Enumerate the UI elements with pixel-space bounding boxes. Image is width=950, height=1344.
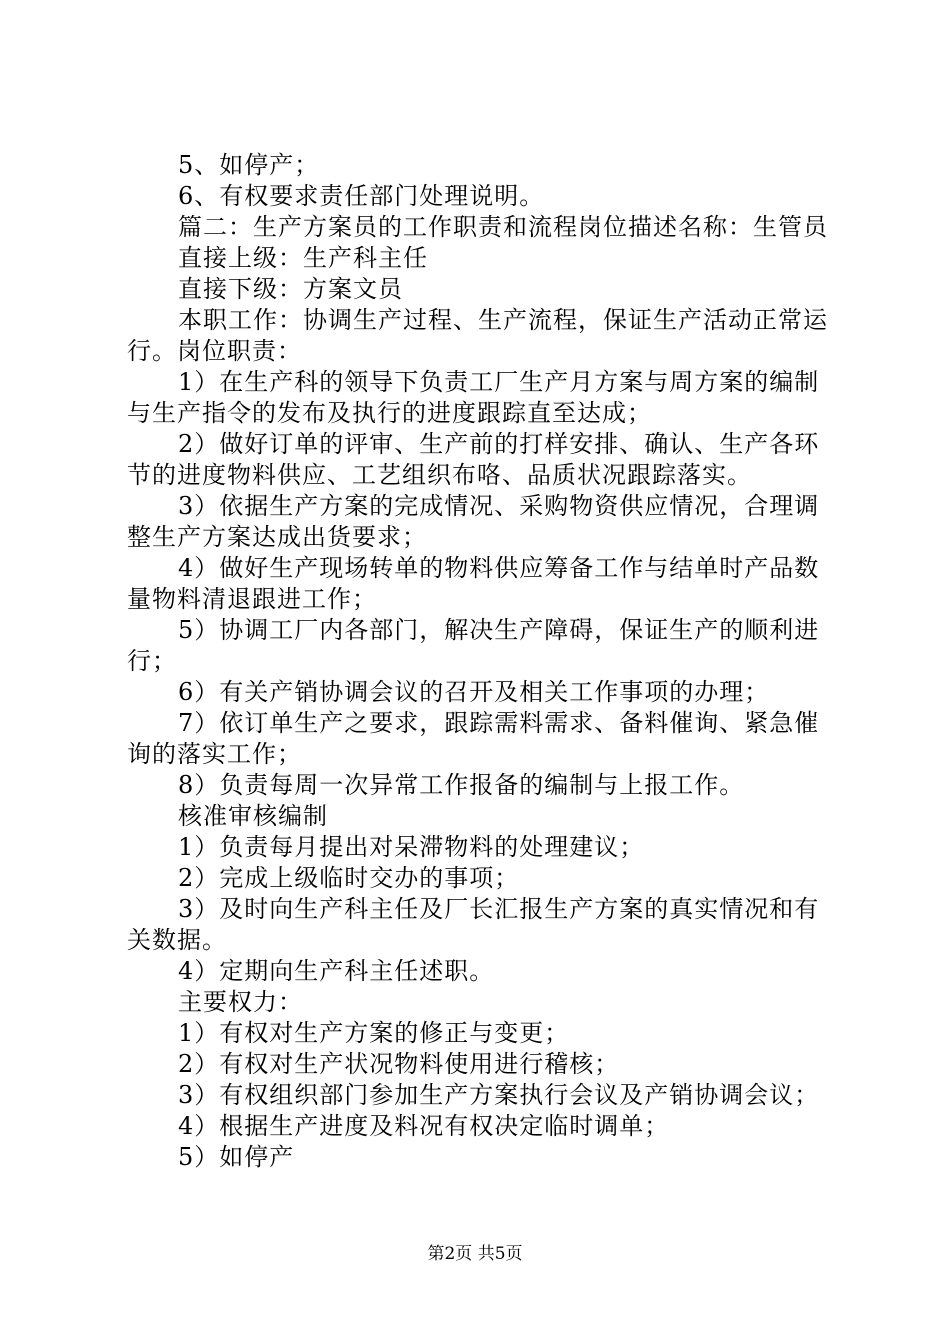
- text-line: 篇二：生产方案员的工作职责和流程岗位描述名称：生管员: [178, 213, 828, 241]
- text-line: 直接下级：方案文员: [178, 275, 403, 303]
- text-line: 5）协调工厂内各部门，解决生产障碍，保证生产的顺利进: [178, 616, 820, 644]
- text-line: 行。岗位职责：: [127, 337, 302, 365]
- text-line: 与生产指令的发布及执行的进度跟踪直至达成；: [127, 399, 652, 427]
- text-line: 关数据。: [127, 926, 227, 954]
- text-line: 6、有权要求责任部门处理说明。: [178, 182, 545, 210]
- text-line: 核准审核编制: [178, 802, 328, 830]
- text-line: 3）依据生产方案的完成情况、采购物资供应情况，合理调: [178, 492, 820, 520]
- text-line: 4）做好生产现场转单的物料供应筹备工作与结单时产品数: [178, 554, 820, 582]
- text-line: 整生产方案达成出货要求；: [127, 523, 427, 551]
- text-line: 5、如停产；: [178, 151, 320, 179]
- text-line: 3）及时向生产科主任及厂长汇报生产方案的真实情况和有: [178, 895, 820, 923]
- text-line: 8）负责每周一次异常工作报备的编制与上报工作。: [178, 771, 745, 799]
- text-line: 7）依订单生产之要求，跟踪需料需求、备料催询、紧急催: [178, 709, 820, 737]
- text-line: 行；: [127, 647, 177, 675]
- page-footer: 第2页 共5页: [427, 1244, 523, 1264]
- text-line: 1）负责每月提出对呆滞物料的处理建议；: [178, 833, 645, 861]
- text-line: 2）做好订单的评审、生产前的打样安排、确认、生产各环: [178, 430, 820, 458]
- text-line: 1）在生产科的领导下负责工厂生产月方案与周方案的编制: [178, 368, 820, 396]
- text-line: 量物料清退跟进工作；: [127, 585, 377, 613]
- text-line: 直接上级：生产科主任: [178, 244, 428, 272]
- text-line: 节的进度物料供应、工艺组织布咯、品质状况跟踪落实。: [127, 461, 752, 489]
- text-line: 3）有权组织部门参加生产方案执行会议及产销协调会议；: [178, 1081, 820, 1109]
- text-line: 主要权力：: [178, 988, 303, 1016]
- text-line: 2）有权对生产状况物料使用进行稽核；: [178, 1050, 620, 1078]
- text-line: 1）有权对生产方案的修正与变更；: [178, 1019, 570, 1047]
- text-line: 5）如停产: [178, 1143, 295, 1171]
- document-body: [127, 150, 847, 1173]
- text-line: 4）根据生产进度及料况有权决定临时调单；: [178, 1112, 670, 1140]
- text-line: 4）定期向生产科主任述职。: [178, 957, 495, 985]
- text-line: 本职工作：协调生产过程、生产流程，保证生产活动正常运: [178, 306, 828, 334]
- text-line: 询的落实工作；: [127, 740, 302, 768]
- text-line: 6）有关产销协调会议的召开及相关工作事项的办理；: [178, 678, 770, 706]
- text-line: 2）完成上级临时交办的事项；: [178, 864, 520, 892]
